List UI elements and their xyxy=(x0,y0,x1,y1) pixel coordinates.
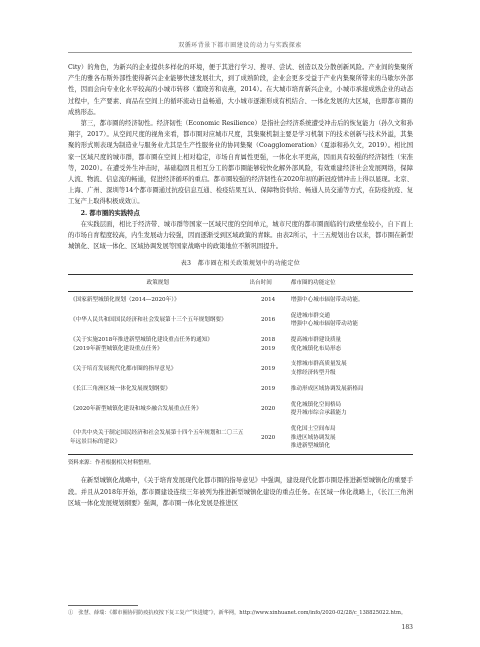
table-caption: 表3 都市圈在相关政策规划中的功能定位 xyxy=(180,260,301,268)
cell-policy: 《国家新型城镇化规划（2014—2020年）》 xyxy=(70,296,180,303)
table-row xyxy=(68,357,413,381)
running-header: 双循环背景下都市圈建设的动力与实践探索 xyxy=(178,42,302,49)
cell-policy: 《中华人民共和国国民经济和社会发展第十三个五年规划纲要》 xyxy=(70,316,227,323)
cell-function: 支撑城市群高质量发展 支撑经济转型升级 xyxy=(290,361,347,376)
cell-policy: 《长江三角洲区域一体化发展规划纲要》 xyxy=(70,385,171,392)
cell-year: 2020 xyxy=(247,421,288,454)
paragraph-3: 在实践层面，相比于经济带、城市群等国家一区域尺度的空间单元，城市尺度的都市圈面临的行政壁垒较小，自下而上的市场自育程度较高，内生发展动力较强，因而逐渐受到区域政策的青睐。由表2所示，十三五规划出台以来，都市圈在新型城镇化、区域一体化、区域协调发展等国家战略中的政策地位不断巩固提升。 xyxy=(68,220,413,251)
paragraph-1: City）的角色，为新兴的企业提供多样化的环境，便于其进行学习、搜寻、尝试、创造以及分散创新风险。产业间的集聚所产生的雅各布斯外部性使得新兴企业能够快速发展壮大，到了成熟阶段，企业会更多受益于产业内集聚所带来的马歇尔外部性，因而会向专业化水平较高的小城市转移（董晓芳和袁燕，2014）。在大城市培育新兴企业，小城市承接成熟企业的动态过程中，生产要素、商品在空间上的循环流动日益畅通，大小城市逐渐形成有机结合、一体化发展的大区域，也即都市圈的成熟形态。 xyxy=(68,64,413,116)
col-header-year: 出台时间 xyxy=(247,274,288,292)
footnote-rule xyxy=(68,605,138,606)
table-row xyxy=(68,421,413,454)
cell-year: 2019 xyxy=(260,385,276,392)
col-header-function: 都市圈的功能定位 xyxy=(289,274,413,292)
section-subheading: 2. 都市圈的实践特点 xyxy=(80,209,140,217)
footnote: ① 张慧、薛瑞：《都市圈协同防疫抗疫按下复工复产“快进键”》，新华网，http://www.xinhuanet.com/info/2020-02/28/c_138825022.htm。 xyxy=(68,610,407,616)
cell-year: 2016 xyxy=(260,316,276,323)
table-row xyxy=(68,308,413,332)
cell-policy: 《中共中央关于制定国民经济和社会发展第十四个五年规划和二〇三五年远景目标的建议》 xyxy=(68,421,247,454)
table-row xyxy=(68,397,413,421)
table-source-note: 资料来源：作者根据相关材料整理。 xyxy=(68,460,155,467)
cell-year: 2020 xyxy=(260,405,276,412)
page-body xyxy=(68,62,413,509)
table-row xyxy=(68,292,413,308)
cell-year: 2014 xyxy=(260,296,276,303)
policy-table xyxy=(68,274,413,456)
cell-year: 2019 xyxy=(260,365,276,372)
paragraph-2: 第三，都市圈的经济韧性。经济韧性（Economic Resilience）是指社会经济系统遭受冲击后的恢复能力（孙久文和孙翔宇，2017）。从空间尺度的视角来看，都市圈对应城市尺度，其集聚机制主要是学习机制下的技术创新与技术外溢，其集聚的形式则表现为制造业与服务业尤其是生产性服务业的协同集聚（Coagglomeration）（夏添和孙久文，2019）。相比国家一区域尺度的城市群，都市圈在空间上相对稳定，市场自育属性更强，一体化水平更高，因而具有较强的经济韧性（宋准等，2020）。在遭受外生冲击时，基础稳固且相互分工的都市圈能够较快化解外部风险，有效重建经济社会发展网络，保障人流、物流、信息流的畅通，促进经济循环的重启。都市圈较强的经济韧性在2020年初的新冠疫情冲击上得以显现。北京、上海、广州、深圳等14个都市圈通过抗疫信息互通、检疫结果互认、保障物资供给、畅通人员交通等方式，在防疫抗疫、复工复产上取得积极成效①。 xyxy=(68,120,413,206)
table-row xyxy=(68,332,413,356)
cell-year: 2018 2019 xyxy=(260,337,276,352)
cell-function: 优化城镇化空间格局 提升城市综合承载能力 xyxy=(290,401,347,417)
cell-function: 推动形成区域协调发展新格局 xyxy=(290,385,364,392)
cell-policy: 《关于实施2018年推进新型城镇化建设重点任务的通知》 《2019年新型城镇化建设重点任务》 xyxy=(70,337,213,352)
header-rule xyxy=(68,52,412,53)
table-header-row xyxy=(68,274,413,292)
cell-function: 提高城市群建设质量 优化城镇化布局形态 xyxy=(290,337,342,352)
cell-policy: 《2020年新型城镇化建设和城乡融合发展重点任务》 xyxy=(70,405,202,412)
cell-policy: 《关于培育发展现代化都市圈的指导意见》 xyxy=(70,365,177,372)
table-row xyxy=(68,381,413,397)
col-header-policy: 政策规划 xyxy=(68,274,247,292)
cell-function: 优化国土空间布局 推进区域协调发展 推进新型城镇化 xyxy=(289,421,413,454)
page-number: 183 xyxy=(401,624,413,631)
cell-function: 促进城市群交通 增强中心城市辐射带动功能 xyxy=(290,312,358,328)
cell-function: 增强中心城市辐射带动功能。 xyxy=(290,296,364,303)
paragraph-4: 在新型城镇化战略中，《关于培育发展现代化都市圈的指导意见》中强调，建设现代化都市圈是推进新型城镇化的重要手段。并且从2018年开始，都市圈建设连续三年被列为推进新型城镇化建设的重点任务。在区域一体化战略上，《长江三角洲区域一体化发展规划纲要》强调，都市圈一体化发展是推进区 xyxy=(68,477,413,507)
